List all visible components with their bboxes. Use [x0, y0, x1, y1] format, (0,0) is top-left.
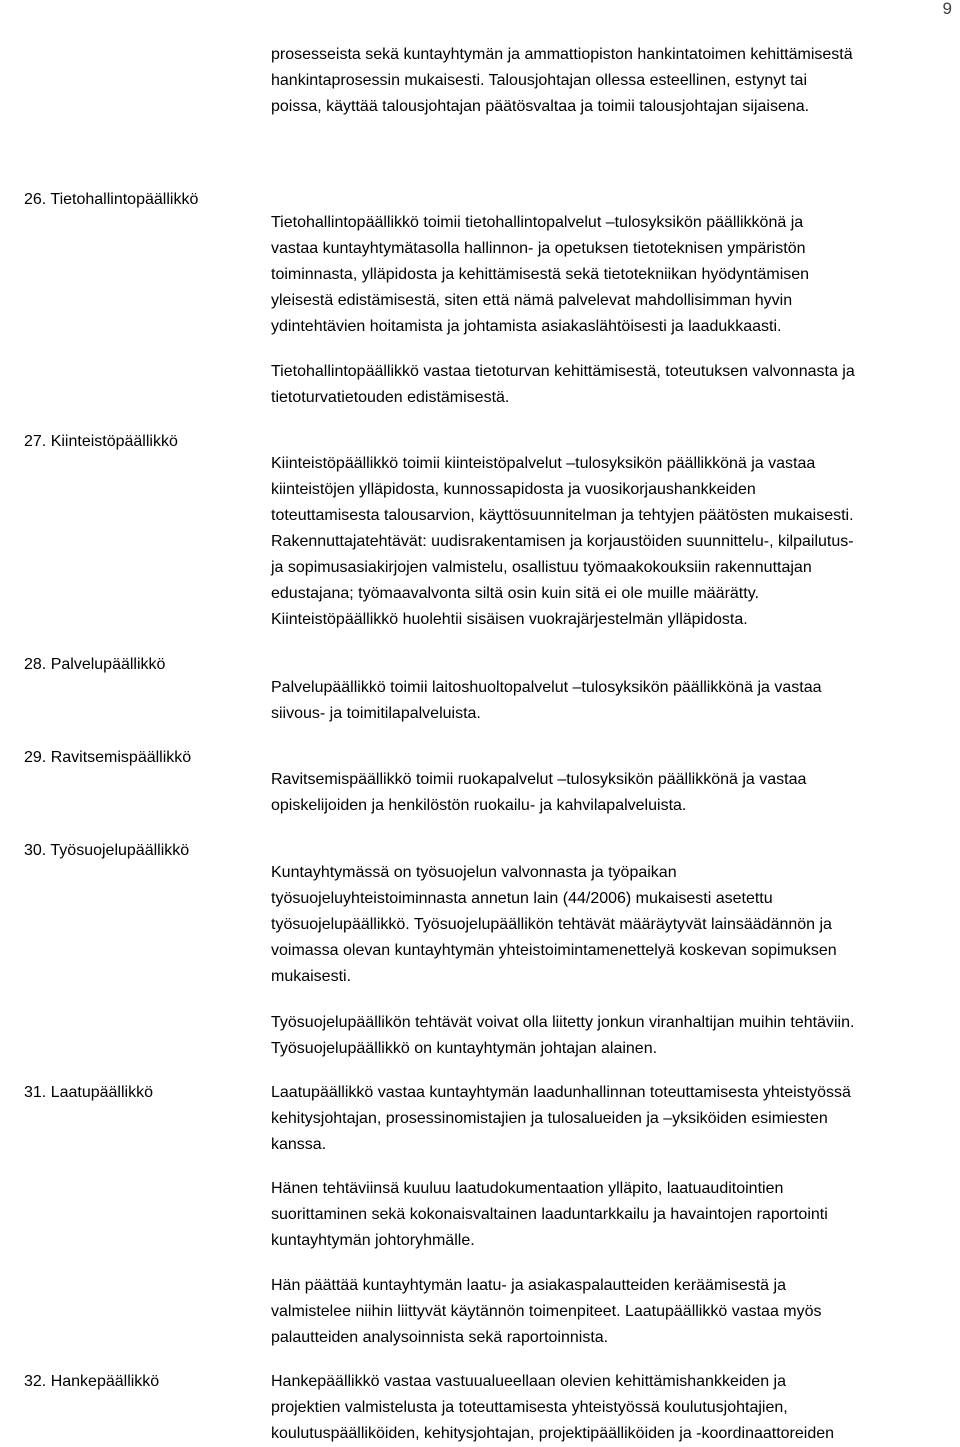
text-line: kanssa. — [271, 1136, 327, 1153]
section-32-paragraph-1 — [271, 1369, 956, 1447]
section-28-paragraph-1 — [271, 675, 956, 727]
text-line: Tietohallintopäällikkö toimii tietohallintopalvelut –tulosyksikön päällikkönä ja — [271, 214, 804, 231]
text-line: poissa, käyttää talousjohtajan päätösvaltaa ja toimii talousjohtajan sijaisena. — [271, 98, 810, 115]
text-line: kiinteistöjen ylläpidosta, kunnossapidosta ja vuosikorjaushankkeiden — [271, 481, 756, 498]
text-line: yleisestä edistämisestä, siten että nämä palvelevat mahdollisimman hyvin — [271, 292, 793, 309]
text-line: toiminnasta, ylläpidosta ja kehittämisestä sekä tietotekniikan hyödyntämisen — [271, 266, 810, 283]
text-line: Työsuojelupäällikkö on kuntayhtymän johtajan alainen. — [271, 1040, 658, 1057]
section-heading-32: 32. Hankepäällikkö — [24, 1373, 160, 1390]
section-29-paragraph-1 — [271, 767, 956, 819]
section-31-paragraph-3 — [271, 1273, 956, 1351]
text-line: prosesseista sekä kuntayhtymän ja ammattiopiston hankintatoimen kehittämisestä — [271, 46, 853, 63]
text-line: Ravitsemispäällikkö toimii ruokapalvelut –tulosyksikön päällikkönä ja vastaa — [271, 771, 807, 788]
page-number: 9 — [942, 0, 952, 18]
text-line: Hankepäällikkö vastaa vastuualueellaan olevien kehittämishankkeiden ja — [271, 1373, 786, 1390]
text-line: voimassa olevan kuntayhtymän yhteistoimintamenettelyä koskevan sopimuksen — [271, 942, 837, 959]
text-line: ja sopimusasiakirjojen valmistelu, osallistuu työmaakokouksiin rakennuttajan — [271, 559, 812, 576]
section-30-paragraph-2 — [271, 1010, 956, 1062]
text-line: Rakennuttajatehtävät: uudisrakentamisen ja korjaustöiden suunnittelu-, kilpailutus- — [271, 533, 854, 550]
section-27-paragraph-1 — [271, 451, 956, 633]
text-line: työsuojeluyhteistoiminnasta annetun lain (44/2006) mukaisesti asetettu — [271, 890, 773, 907]
section-30-paragraph-1 — [271, 860, 956, 990]
section-31-paragraph-1 — [271, 1080, 956, 1158]
text-line: Kiinteistöpäällikkö toimii kiinteistöpalvelut –tulosyksikön päällikkönä ja vastaa — [271, 455, 816, 472]
text-line: edustajana; työmaavalvonta siltä osin kuin sitä ei ole muille määrätty. — [271, 585, 759, 602]
text-line: koulutuspäälliköiden, kehitysjohtajan, projektipäälliköiden ja -koordinaattoreiden — [271, 1425, 835, 1442]
text-line: Työsuojelupäällikön tehtävät voivat olla liitetty jonkun viranhaltijan muihin tehtäviin. — [271, 1014, 855, 1031]
text-line: palautteiden analysoinnista sekä raportoinnista. — [271, 1329, 609, 1346]
text-line: opiskelijoiden ja henkilöstön ruokailu- ja kahvilapalveluista. — [271, 797, 687, 814]
section-heading-31: 31. Laatupäällikkö — [24, 1084, 153, 1101]
text-line: vastaa kuntayhtymätasolla hallinnon- ja opetuksen tietoteknisen ympäristön — [271, 240, 806, 257]
text-line: ydintehtävien hoitamista ja johtamista asiakaslähtöisesti ja laadukkaasti. — [271, 318, 782, 335]
text-line: mukaisesti. — [271, 968, 352, 985]
text-line: Kiinteistöpäällikkö huolehtii sisäisen vuokrajärjestelmän ylläpidosta. — [271, 611, 748, 628]
section-heading-27: 27. Kiinteistöpäällikkö — [24, 433, 178, 450]
section-heading-26: 26. Tietohallintopäällikkö — [24, 191, 199, 208]
section-26-paragraph-1 — [271, 210, 956, 340]
text-line: Hän päättää kuntayhtymän laatu- ja asiakaspalautteiden keräämisestä ja — [271, 1277, 786, 1294]
text-line: työsuojelupäällikkö. Työsuojelupäällikön tehtävät määräytyvät lainsäädännön ja — [271, 916, 832, 933]
intro-paragraph — [271, 42, 956, 120]
text-line: siivous- ja toimitilapalveluista. — [271, 705, 481, 722]
text-line: kuntayhtymän johtoryhmälle. — [271, 1232, 475, 1249]
text-line: tietoturvatietouden edistämisestä. — [271, 389, 510, 406]
text-line: Hänen tehtäviinsä kuuluu laatudokumentaation ylläpito, laatuauditointien — [271, 1180, 784, 1197]
text-line: valmistelee niihin liittyvät käytännön toimenpiteet. Laatupäällikkö vastaa myös — [271, 1303, 822, 1320]
text-line: Laatupäällikkö vastaa kuntayhtymän laadunhallinnan toteuttamisesta yhteistyössä — [271, 1084, 851, 1101]
text-line: kehitysjohtajan, prosessinomistajien ja tulosalueiden ja –yksiköiden esimiesten — [271, 1110, 828, 1127]
text-line: suorittaminen sekä kokonaisvaltainen laaduntarkkailu ja havaintojen raportointi — [271, 1206, 828, 1223]
text-line: hankintaprosessin mukaisesti. Talousjohtajan ollessa esteellinen, estynyt tai — [271, 72, 808, 89]
text-line: Palvelupäällikkö toimii laitoshuoltopalvelut –tulosyksikön päällikkönä ja vastaa — [271, 679, 822, 696]
section-heading-30: 30. Työsuojelupäällikkö — [24, 842, 190, 859]
text-line: Kuntayhtymässä on työsuojelun valvonnasta ja työpaikan — [271, 864, 677, 881]
text-line: Tietohallintopäällikkö vastaa tietoturvan kehittämisestä, toteutuksen valvonnasta ja — [271, 363, 855, 380]
section-heading-29: 29. Ravitsemispäällikkö — [24, 749, 192, 766]
text-line: projektien valmistelusta ja toteuttamisesta yhteistyössä koulutusjohtajien, — [271, 1399, 788, 1416]
section-31-paragraph-2 — [271, 1176, 956, 1254]
text-line: toteuttamisesta talousarvion, käyttösuunnitelman ja tehtyjen päätösten mukaisesti. — [271, 507, 854, 524]
section-heading-28: 28. Palvelupäällikkö — [24, 656, 166, 673]
section-26-paragraph-2 — [271, 359, 956, 411]
